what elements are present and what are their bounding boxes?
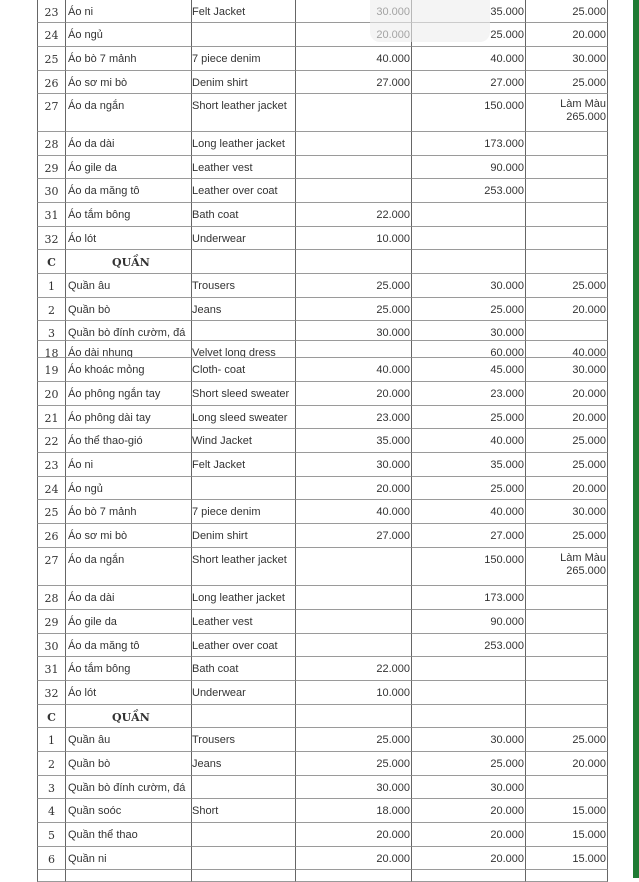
price-1-cell <box>295 634 411 657</box>
row-number-cell: 25 <box>37 500 65 524</box>
row-number-cell <box>37 870 65 882</box>
price-1-cell <box>295 341 411 358</box>
row-number-cell: 1 <box>37 728 65 752</box>
english-name-cell: 7 piece denim <box>191 47 295 71</box>
price-2-cell: 25.000 <box>411 477 525 500</box>
price-2-cell <box>411 203 525 227</box>
english-name-cell: Denim shirt <box>191 71 295 94</box>
vietnamese-name-cell: Áo gile da <box>65 610 191 634</box>
row-number-cell: 23 <box>37 453 65 477</box>
english-name-cell: Underwear <box>191 681 295 705</box>
price-3-cell: 15.000 <box>525 799 608 823</box>
english-name-cell: Long leather jacket <box>191 132 295 156</box>
price-2-cell: 25.000 <box>411 298 525 321</box>
vietnamese-name-cell: Quần âu <box>65 728 191 752</box>
price-3-cell <box>525 610 608 634</box>
price-3-cell: 30.000 <box>525 47 608 71</box>
row-number-cell: 19 <box>37 358 65 382</box>
english-name-cell: Cloth- coat <box>191 358 295 382</box>
english-name-cell: Short sleed sweater <box>191 382 295 406</box>
vietnamese-name-cell <box>65 870 191 882</box>
price-1-cell: 10.000 <box>295 681 411 705</box>
table-row <box>37 341 608 358</box>
english-name-cell <box>191 705 295 728</box>
price-1-cell: 40.000 <box>295 47 411 71</box>
price-1-cell: 27.000 <box>295 71 411 94</box>
row-number-cell: 28 <box>37 132 65 156</box>
price-2-cell: 90.000 <box>411 610 525 634</box>
vietnamese-name-cell: Áo phông ngắn tay <box>65 382 191 406</box>
vietnamese-name-cell: Quần thể thao <box>65 823 191 847</box>
vietnamese-name-cell: Quần bò đính cườm, đá <box>65 321 191 341</box>
english-name-cell: Long leather jacket <box>191 586 295 610</box>
price-1-cell <box>295 94 411 132</box>
price-1-cell: 30.000 <box>295 453 411 477</box>
price-1-cell: 30.000 <box>295 321 411 341</box>
row-number-cell: 28 <box>37 586 65 610</box>
vietnamese-name-cell: QUẦN <box>65 705 191 728</box>
vietnamese-name-cell: Áo bò 7 mảnh <box>65 47 191 71</box>
price-2-cell: 30.000 <box>411 728 525 752</box>
vietnamese-name-cell: Áo khoác mỏng <box>65 358 191 382</box>
table-row <box>37 657 608 681</box>
english-name-cell: Jeans <box>191 752 295 776</box>
english-name-cell: Denim shirt <box>191 524 295 548</box>
price-1-cell <box>295 548 411 586</box>
price-1-cell: 25.000 <box>295 752 411 776</box>
table-row <box>37 548 608 586</box>
english-name-cell <box>191 870 295 882</box>
table-row <box>37 847 608 870</box>
english-name-cell: Underwear <box>191 227 295 250</box>
price-2-cell: 253.000 <box>411 634 525 657</box>
vietnamese-name-cell: QUẦN <box>65 250 191 274</box>
english-name-cell <box>191 250 295 274</box>
price-2-cell: 25.000 <box>411 23 525 47</box>
row-number-cell: 2 <box>37 752 65 776</box>
price-3-cell: 20.000 <box>525 406 608 429</box>
table-row <box>37 681 608 705</box>
row-number-cell: 22 <box>37 429 65 453</box>
table-row <box>37 477 608 500</box>
row-number-cell: 6 <box>37 847 65 870</box>
price-2-cell <box>411 705 525 728</box>
price-3-cell <box>525 250 608 274</box>
price-1-cell: 30.000 <box>295 776 411 799</box>
price-2-cell: 40.000 <box>411 429 525 453</box>
table-row <box>37 156 608 179</box>
vietnamese-name-cell: Áo ni <box>65 0 191 23</box>
price-2-cell: 27.000 <box>411 71 525 94</box>
price-3-cell <box>525 179 608 203</box>
price-1-cell: 10.000 <box>295 227 411 250</box>
row-number-cell: 31 <box>37 657 65 681</box>
english-name-cell <box>191 823 295 847</box>
table-row <box>37 382 608 406</box>
price-2-cell: 25.000 <box>411 752 525 776</box>
price-2-cell: 30.000 <box>411 776 525 799</box>
price-1-cell: 25.000 <box>295 728 411 752</box>
vietnamese-name-cell: Áo sơ mi bò <box>65 71 191 94</box>
price-1-cell: 18.000 <box>295 799 411 823</box>
vietnamese-name-cell: Áo sơ mi bò <box>65 524 191 548</box>
vietnamese-name-cell: Áo da dài <box>65 586 191 610</box>
price-3-cell <box>525 227 608 250</box>
row-number-cell: 29 <box>37 610 65 634</box>
price-2-cell: 150.000 <box>411 548 525 586</box>
table-row <box>37 203 608 227</box>
row-number-cell: 1 <box>37 274 65 298</box>
english-name-cell: Leather vest <box>191 156 295 179</box>
english-name-cell: Bath coat <box>191 657 295 681</box>
price-3-cell: 20.000 <box>525 477 608 500</box>
price-1-cell: 25.000 <box>295 274 411 298</box>
table-row <box>37 47 608 71</box>
price-2-cell <box>411 250 525 274</box>
table-row <box>37 634 608 657</box>
price-3-cell <box>525 156 608 179</box>
price-3-cell <box>525 870 608 882</box>
price-1-cell <box>295 870 411 882</box>
price-3-cell: 25.000 <box>525 274 608 298</box>
price-1-cell: 22.000 <box>295 657 411 681</box>
table-row <box>37 728 608 752</box>
price-1-cell: 20.000 <box>295 823 411 847</box>
english-name-cell: Long sleed sweater <box>191 406 295 429</box>
row-number-cell: 29 <box>37 156 65 179</box>
row-number-cell: C <box>37 705 65 728</box>
row-number-cell: 4 <box>37 799 65 823</box>
vietnamese-name-cell: Áo da dài <box>65 132 191 156</box>
vietnamese-name-cell: Áo lót <box>65 681 191 705</box>
price-3-cell: 20.000 <box>525 752 608 776</box>
price-1-cell: 22.000 <box>295 203 411 227</box>
table-row <box>37 132 608 156</box>
table-row <box>37 776 608 799</box>
price-3-cell: 25.000 <box>525 0 608 23</box>
price-1-cell: 25.000 <box>295 298 411 321</box>
vietnamese-name-cell: Áo da ngắn <box>65 94 191 132</box>
price-2-cell: 27.000 <box>411 524 525 548</box>
table-row <box>37 321 608 341</box>
table-row <box>37 752 608 776</box>
row-number-cell: C <box>37 250 65 274</box>
vietnamese-name-cell: Áo ngủ <box>65 477 191 500</box>
price-3-cell: 40.000 <box>525 341 608 358</box>
table-row <box>37 823 608 847</box>
table-row <box>37 799 608 823</box>
vietnamese-name-cell: Áo da măng tô <box>65 179 191 203</box>
vietnamese-name-cell: Áo tắm bông <box>65 657 191 681</box>
vietnamese-name-cell: Quần bò <box>65 298 191 321</box>
price-1-cell: 23.000 <box>295 406 411 429</box>
price-3-cell <box>525 321 608 341</box>
price-3-cell: 25.000 <box>525 728 608 752</box>
price-1-cell <box>295 132 411 156</box>
vietnamese-name-cell: Áo dài nhung <box>65 341 191 358</box>
vietnamese-name-cell: Áo ni <box>65 453 191 477</box>
price-3-cell <box>525 586 608 610</box>
english-name-cell <box>191 776 295 799</box>
vietnamese-name-cell: Quần âu <box>65 274 191 298</box>
price-3-cell: 20.000 <box>525 23 608 47</box>
price-3-cell <box>525 634 608 657</box>
row-number-cell: 5 <box>37 823 65 847</box>
price-2-cell: 150.000 <box>411 94 525 132</box>
vietnamese-name-cell: Áo bò 7 mảnh <box>65 500 191 524</box>
vietnamese-name-cell: Quần bò đính cườm, đá <box>65 776 191 799</box>
table-row <box>37 298 608 321</box>
price-2-cell: 23.000 <box>411 382 525 406</box>
price-2-cell: 30.000 <box>411 274 525 298</box>
price-2-cell: 20.000 <box>411 847 525 870</box>
table-row <box>37 358 608 382</box>
row-number-cell: 20 <box>37 382 65 406</box>
price-1-cell: 20.000 <box>295 477 411 500</box>
table-row <box>37 274 608 298</box>
price-1-cell: 27.000 <box>295 524 411 548</box>
price-1-cell <box>295 610 411 634</box>
row-number-cell: 27 <box>37 94 65 132</box>
english-name-cell: Leather over coat <box>191 179 295 203</box>
row-number-cell: 31 <box>37 203 65 227</box>
price-2-cell: 35.000 <box>411 453 525 477</box>
table-row <box>37 227 608 250</box>
vietnamese-name-cell: Áo gile da <box>65 156 191 179</box>
price-2-cell: 45.000 <box>411 358 525 382</box>
price-1-cell: 40.000 <box>295 358 411 382</box>
row-number-cell: 27 <box>37 548 65 586</box>
section-header-row <box>37 705 608 728</box>
vietnamese-name-cell: Áo da ngắn <box>65 548 191 586</box>
vietnamese-name-cell: Áo tắm bông <box>65 203 191 227</box>
vietnamese-name-cell: Áo thể thao-gió <box>65 429 191 453</box>
price-3-cell: 15.000 <box>525 823 608 847</box>
table-row <box>37 586 608 610</box>
price-3-cell <box>525 776 608 799</box>
price-2-cell: 30.000 <box>411 321 525 341</box>
english-name-cell <box>191 23 295 47</box>
table-row <box>37 71 608 94</box>
price-3-cell: 25.000 <box>525 71 608 94</box>
english-name-cell: Short leather jacket <box>191 548 295 586</box>
english-name-cell <box>191 477 295 500</box>
row-number-cell: 24 <box>37 477 65 500</box>
row-number-cell: 24 <box>37 23 65 47</box>
vietnamese-name-cell: Áo lót <box>65 227 191 250</box>
english-name-cell: Short <box>191 799 295 823</box>
english-name-cell: Velvet long dress <box>191 341 295 358</box>
table-row <box>37 406 608 429</box>
price-2-cell <box>411 870 525 882</box>
row-number-cell: 26 <box>37 524 65 548</box>
row-number-cell: 26 <box>37 71 65 94</box>
english-name-cell: 7 piece denim <box>191 500 295 524</box>
price-2-cell: 20.000 <box>411 823 525 847</box>
price-2-cell <box>411 657 525 681</box>
table-row <box>37 524 608 548</box>
row-number-cell: 30 <box>37 634 65 657</box>
price-2-cell: 90.000 <box>411 156 525 179</box>
price-3-cell <box>525 203 608 227</box>
english-name-cell: Trousers <box>191 274 295 298</box>
price-3-cell: Làm Màu 265.000 <box>525 548 608 586</box>
price-2-cell: 35.000 <box>411 0 525 23</box>
price-3-cell: 30.000 <box>525 358 608 382</box>
english-name-cell <box>191 847 295 870</box>
table-row <box>37 500 608 524</box>
vietnamese-name-cell: Áo phông dài tay <box>65 406 191 429</box>
price-1-cell: 20.000 <box>295 382 411 406</box>
price-3-cell <box>525 657 608 681</box>
row-number-cell: 2 <box>37 298 65 321</box>
row-number-cell: 32 <box>37 227 65 250</box>
price-1-cell <box>295 250 411 274</box>
table-row <box>37 179 608 203</box>
table-row <box>37 94 608 132</box>
english-name-cell <box>191 321 295 341</box>
row-number-cell: 23 <box>37 0 65 23</box>
price-2-cell: 173.000 <box>411 132 525 156</box>
section-header-row <box>37 250 608 274</box>
row-number-cell: 3 <box>37 321 65 341</box>
english-name-cell: Felt Jacket <box>191 453 295 477</box>
price-3-cell <box>525 705 608 728</box>
price-3-cell: 15.000 <box>525 847 608 870</box>
vietnamese-name-cell: Áo ngủ <box>65 23 191 47</box>
english-name-cell: Trousers <box>191 728 295 752</box>
price-3-cell <box>525 681 608 705</box>
price-2-cell <box>411 227 525 250</box>
vietnamese-name-cell: Quần soóc <box>65 799 191 823</box>
price-3-cell: 20.000 <box>525 382 608 406</box>
price-2-cell: 40.000 <box>411 47 525 71</box>
price-1-cell: 20.000 <box>295 847 411 870</box>
price-2-cell: 173.000 <box>411 586 525 610</box>
row-number-cell: 3 <box>37 776 65 799</box>
table-row <box>37 453 608 477</box>
row-number-cell: 18 <box>37 341 65 358</box>
price-3-cell: 25.000 <box>525 524 608 548</box>
english-name-cell: Bath coat <box>191 203 295 227</box>
price-3-cell: Làm Màu 265.000 <box>525 94 608 132</box>
price-1-cell <box>295 586 411 610</box>
row-number-cell: 32 <box>37 681 65 705</box>
price-1-cell: 40.000 <box>295 500 411 524</box>
price-3-cell: 30.000 <box>525 500 608 524</box>
price-1-cell: 35.000 <box>295 429 411 453</box>
vietnamese-name-cell: Áo da măng tô <box>65 634 191 657</box>
table-row <box>37 429 608 453</box>
table-row <box>37 23 608 47</box>
english-name-cell: Leather vest <box>191 610 295 634</box>
price-3-cell <box>525 132 608 156</box>
price-1-cell <box>295 705 411 728</box>
price-2-cell: 25.000 <box>411 406 525 429</box>
price-3-cell: 20.000 <box>525 298 608 321</box>
price-1-cell <box>295 179 411 203</box>
price-1-cell <box>295 156 411 179</box>
english-name-cell: Leather over coat <box>191 634 295 657</box>
table-row <box>37 610 608 634</box>
watermark-overlay <box>370 0 490 42</box>
vietnamese-name-cell: Quần ni <box>65 847 191 870</box>
english-name-cell: Wind Jacket <box>191 429 295 453</box>
price-3-cell: 25.000 <box>525 453 608 477</box>
price-2-cell: 40.000 <box>411 500 525 524</box>
table-row <box>37 870 608 882</box>
price-2-cell <box>411 681 525 705</box>
price-2-cell: 20.000 <box>411 799 525 823</box>
price-2-cell: 60.000 <box>411 341 525 358</box>
row-number-cell: 25 <box>37 47 65 71</box>
row-number-cell: 21 <box>37 406 65 429</box>
price-3-cell: 25.000 <box>525 429 608 453</box>
english-name-cell: Felt Jacket <box>191 0 295 23</box>
price-2-cell: 253.000 <box>411 179 525 203</box>
row-number-cell: 30 <box>37 179 65 203</box>
vietnamese-name-cell: Quần bò <box>65 752 191 776</box>
english-name-cell: Jeans <box>191 298 295 321</box>
table-row <box>37 0 608 23</box>
english-name-cell: Short leather jacket <box>191 94 295 132</box>
window-edge <box>633 0 639 878</box>
